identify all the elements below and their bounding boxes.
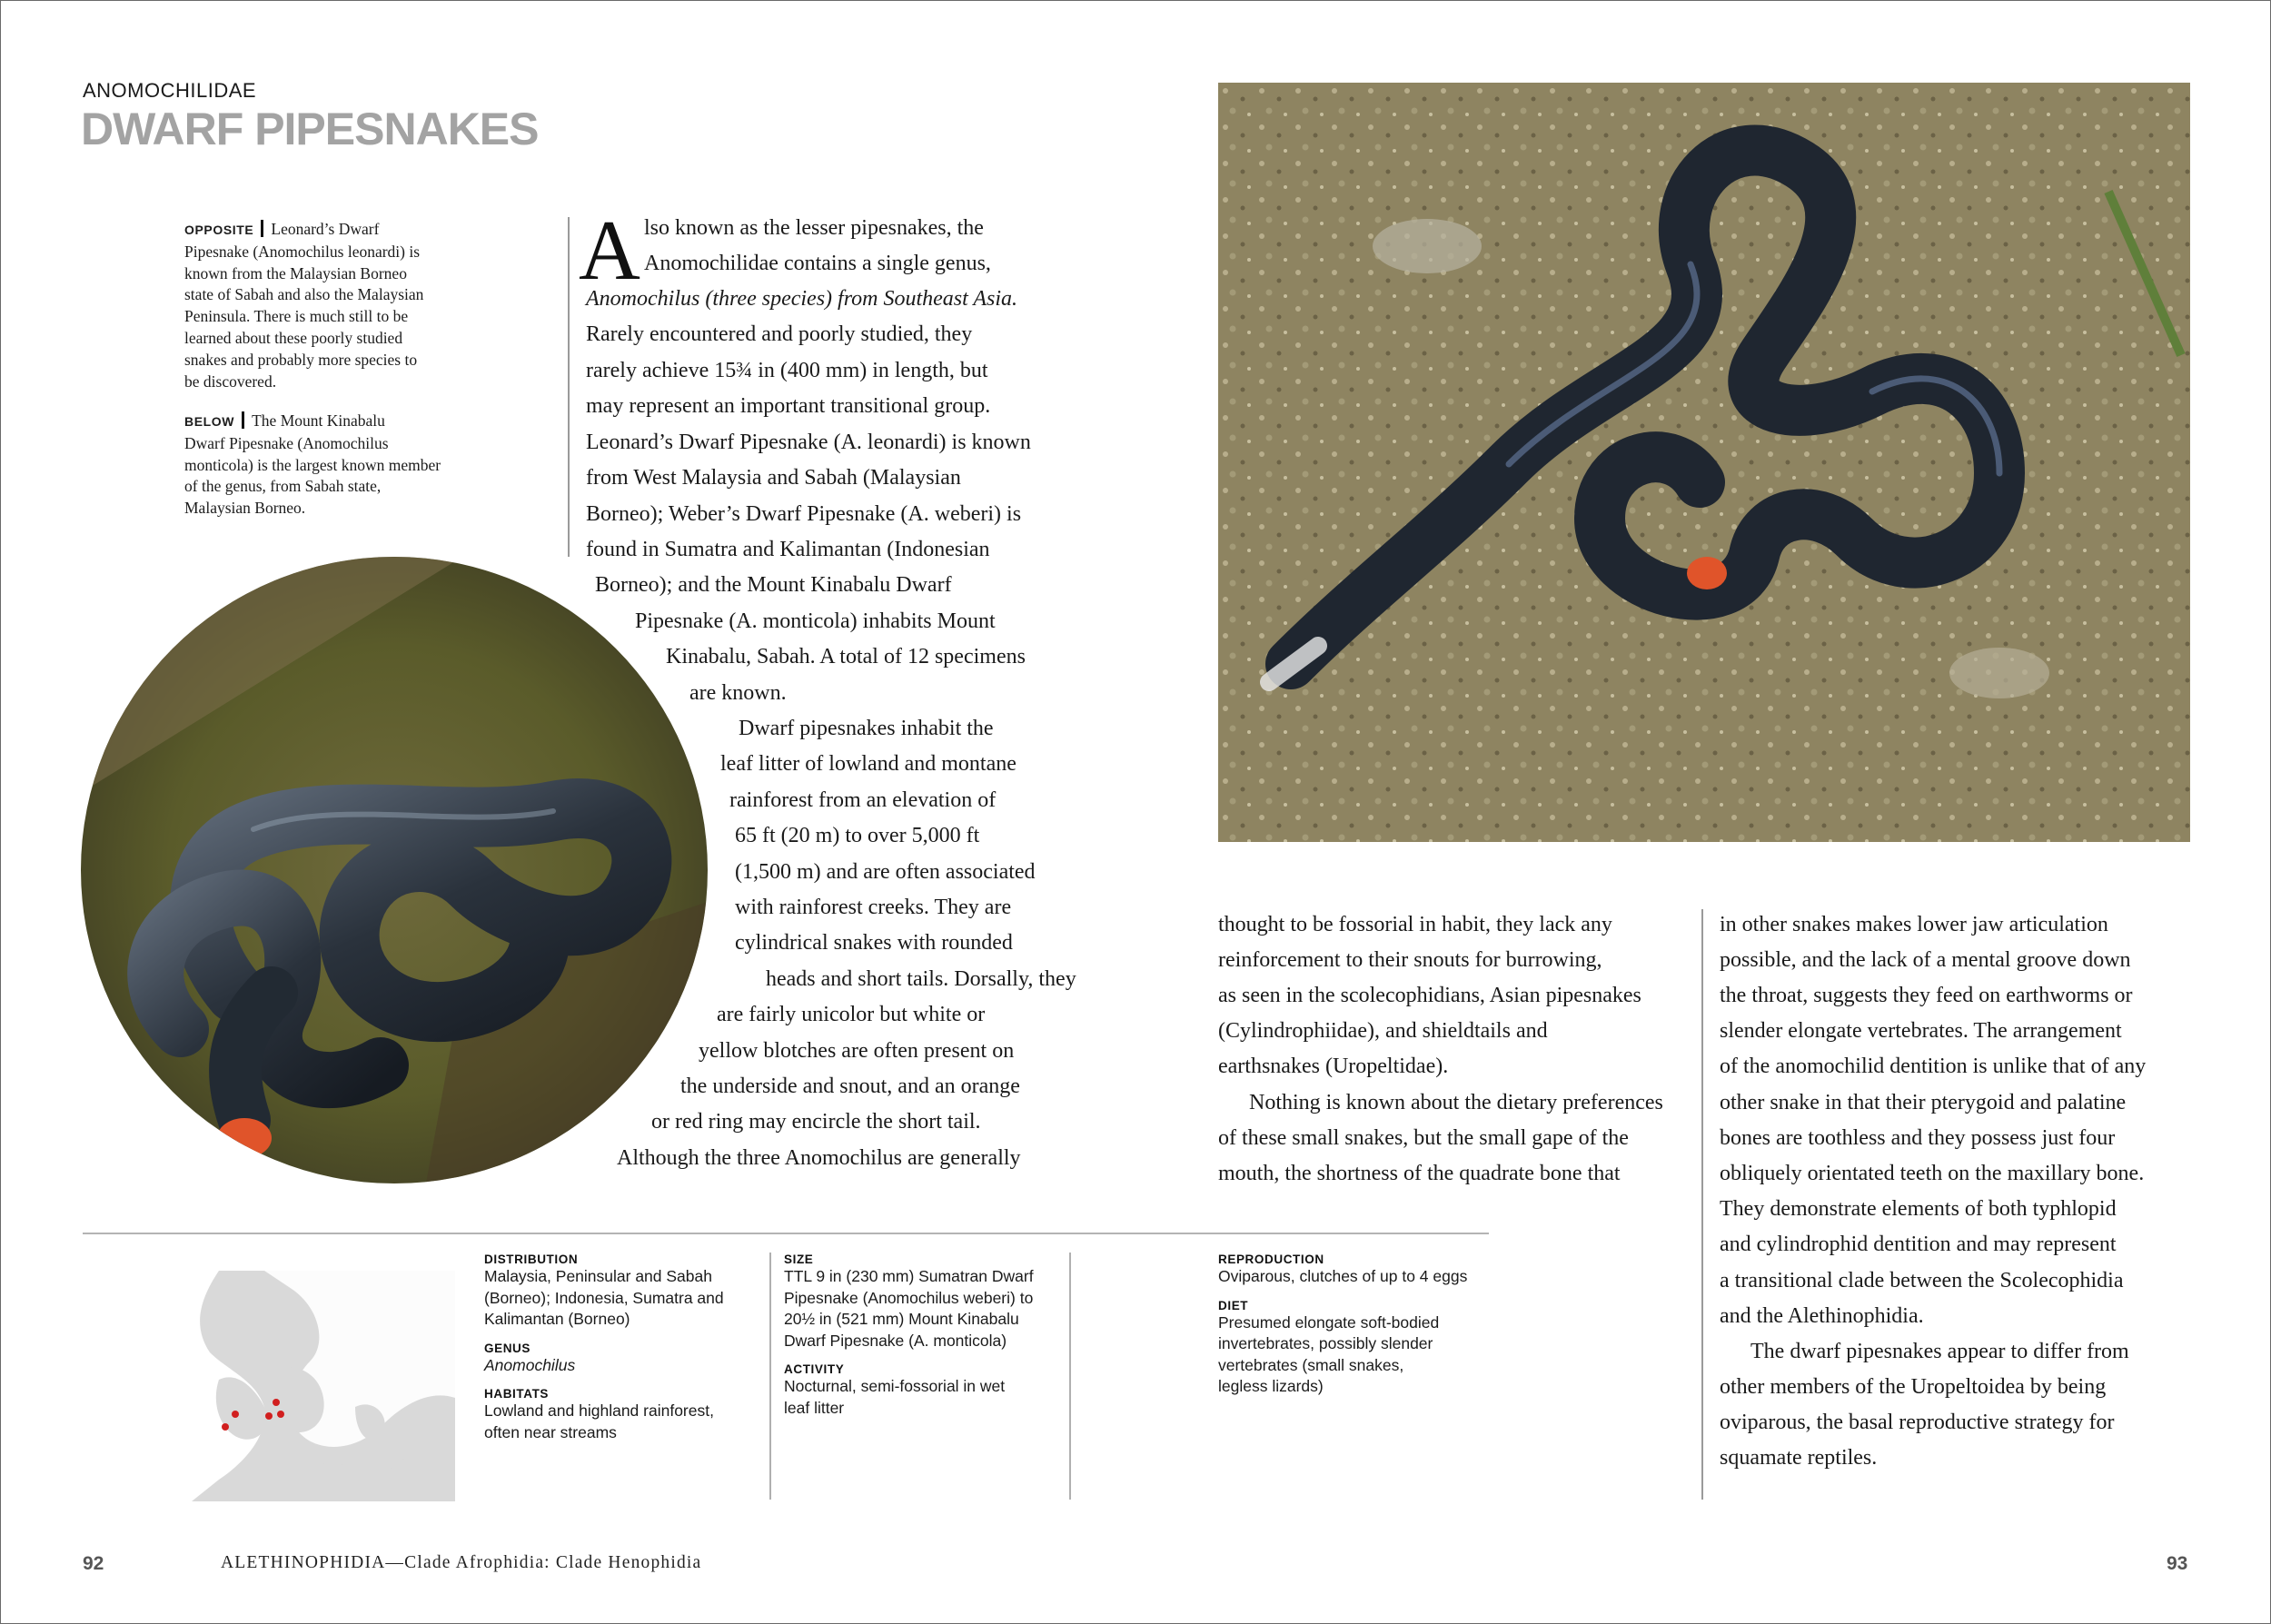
body-line: Although the three Anomochilus are generally <box>617 1146 1021 1170</box>
body-line: thought to be fossorial in habit, they lack any <box>1218 913 1612 936</box>
column-rule <box>568 217 570 557</box>
info-text: Malaysia, Peninsular and Sabah <box>484 1267 712 1285</box>
caption-line: learned about these poorly studied <box>184 328 403 347</box>
body-line: and the Alethinophidia. <box>1720 1304 1924 1328</box>
body-line: or red ring may encircle the short tail. <box>651 1110 981 1134</box>
body-line: (1,500 m) and are often associated <box>735 860 1036 884</box>
photo-leonards-pipesnake <box>1218 83 2190 842</box>
body-line: a transitional clade between the Scolecophidia <box>1720 1269 2124 1292</box>
info-divider <box>1069 1253 1071 1500</box>
body-line: rarely achieve 15¾ in (400 mm) in length, but <box>586 359 988 382</box>
map-dot <box>265 1412 273 1420</box>
body-line: leaf litter of lowland and montane <box>720 752 1016 776</box>
info-text: 20½ in (521 mm) Mount Kinabalu <box>784 1310 1019 1328</box>
body-line: rainforest from an elevation of <box>729 788 997 812</box>
body-line: from West Malaysia and Sabah (Malaysian <box>586 466 961 490</box>
body-line: reinforcement to their snouts for burrowing, <box>1218 948 1602 972</box>
body-line: yellow blotches are often present on <box>699 1039 1015 1063</box>
info-text: vertebrates (small snakes, <box>1218 1355 1404 1374</box>
caption-line: of the genus, from Sabah state, <box>184 477 382 496</box>
info-text: Nocturnal, semi-fossorial in wet <box>784 1377 1006 1395</box>
info-text: Pipesnake (Anomochilus weberi) to <box>784 1288 1034 1307</box>
distribution-map <box>83 1271 455 1501</box>
body-line: as seen in the scolecophidians, Asian pipesnakes <box>1218 984 1641 1007</box>
info-divider <box>769 1253 771 1500</box>
info-text: TTL 9 in (230 mm) Sumatran Dwarf <box>784 1267 1034 1285</box>
map-illustration <box>83 1271 455 1501</box>
body-line: (Cylindrophiidae), and shieldtails and <box>1218 1019 1548 1043</box>
running-head: ALETHINOPHIDIA—Clade Afrophidia: Clade Henophidia <box>221 1553 702 1572</box>
info-text: Anomochilus <box>484 1355 576 1374</box>
body-line: the throat, suggests they feed on earthworms or <box>1720 984 2133 1007</box>
caption-divider <box>261 220 263 237</box>
info-label: REPRODUCTION <box>1218 1253 1324 1266</box>
body-line: possible, and the lack of a mental groove down <box>1720 948 2131 972</box>
info-text: often near streams <box>484 1422 617 1441</box>
body-line: are known. <box>689 681 787 705</box>
body-line: the underside and snout, and an orange <box>680 1074 1020 1098</box>
caption-line: Malaysian Borneo. <box>184 499 306 518</box>
map-dot <box>232 1411 239 1418</box>
column-rule <box>1701 909 1703 1500</box>
body-line: lso known as the lesser pipesnakes, the <box>644 216 984 240</box>
body-line: Kinabalu, Sabah. A total of 12 specimens <box>666 645 1026 668</box>
info-distribution <box>484 1253 757 1443</box>
caption-opposite <box>184 219 471 392</box>
info-reproduction <box>1218 1253 1491 1398</box>
caption-label: OPPOSITE <box>184 223 254 237</box>
snake-illustration <box>81 557 708 1183</box>
body-line: Dwarf pipesnakes inhabit the <box>739 717 994 740</box>
body-line: may represent an important transitional group. <box>586 394 991 418</box>
map-dot <box>273 1399 280 1406</box>
page-title: DWARF PIPESNAKES <box>81 104 539 154</box>
body-line: other snake in that their pterygoid and palatine <box>1720 1091 2127 1114</box>
body-line: cylindrical snakes with rounded <box>735 931 1013 955</box>
body-line: in other snakes makes lower jaw articulation <box>1720 913 2108 936</box>
body-line: heads and short tails. Dorsally, they <box>766 967 1076 991</box>
caption-line: Pipesnake (Anomochilus leonardi) is <box>184 242 421 261</box>
body-line: with rainforest creeks. They are <box>735 896 1012 919</box>
body-line: oviparous, the basal reproductive strategy for <box>1720 1411 2115 1434</box>
info-text: (Borneo); Indonesia, Sumatra and <box>484 1288 724 1307</box>
body-line: earthsnakes (Uropeltidae). <box>1218 1055 1449 1078</box>
info-text: Dwarf Pipesnake (A. monticola) <box>784 1331 1007 1350</box>
caption-line: Peninsula. There is much still to be <box>184 307 409 326</box>
map-dot <box>277 1411 284 1418</box>
caption-line: Leonard’s Dwarf <box>271 220 380 238</box>
info-panel-rule <box>83 1233 1489 1234</box>
body-line: mouth, the shortness of the quadrate bone that <box>1218 1162 1621 1185</box>
info-label: HABITATS <box>484 1387 550 1401</box>
info-text: Presumed elongate soft-bodied <box>1218 1312 1440 1332</box>
drop-cap: A <box>579 203 640 298</box>
body-line: Borneo); and the Mount Kinabalu Dwarf <box>595 573 952 597</box>
info-text: Kalimantan (Borneo) <box>484 1310 630 1328</box>
body-line: They demonstrate elements of both typhlopid <box>1720 1197 2117 1221</box>
family-name: ANOMOCHILIDAE <box>83 79 257 102</box>
page-number-left: 92 <box>83 1553 104 1574</box>
body-line: squamate reptiles. <box>1720 1446 1878 1470</box>
body-line: and cylindrophid dentition and may represent <box>1720 1233 2117 1256</box>
body-line: Borneo); Weber’s Dwarf Pipesnake (A. weberi) is <box>586 502 1022 526</box>
info-label: GENUS <box>484 1341 531 1355</box>
caption-line: be discovered. <box>184 371 277 391</box>
info-label: SIZE <box>784 1253 814 1266</box>
info-label: DIET <box>1218 1298 1249 1312</box>
caption-line: state of Sabah and also the Malaysian <box>184 285 424 304</box>
caption-divider <box>242 411 244 429</box>
info-label: DISTRIBUTION <box>484 1253 579 1266</box>
info-text: leaf litter <box>784 1398 845 1417</box>
body-line: Anomochilus (three species) from Southeast Asia. <box>586 287 1018 311</box>
body-line: Pipesnake (A. monticola) inhabits Mount <box>635 609 996 633</box>
caption-line: The Mount Kinabalu <box>252 411 385 430</box>
info-size <box>784 1253 1056 1419</box>
caption-line: Dwarf Pipesnake (Anomochilus <box>184 433 389 452</box>
snake-illustration <box>1218 83 2190 842</box>
body-line: Anomochilidae contains a single genus, <box>644 252 991 275</box>
body-line: Nothing is known about the dietary preferences <box>1249 1091 1663 1114</box>
photo-mount-kinabalu-pipesnake <box>81 557 708 1183</box>
body-line: slender elongate vertebrates. The arrangement <box>1720 1019 2122 1043</box>
map-dot <box>222 1423 229 1431</box>
body-line: 65 ft (20 m) to over 5,000 ft <box>735 824 980 847</box>
body-line: obliquely orientated teeth on the maxillary bone. <box>1720 1162 2145 1185</box>
body-line: Rarely encountered and poorly studied, they <box>586 322 973 346</box>
info-text: invertebrates, possibly slender <box>1218 1334 1433 1352</box>
page-number-right: 93 <box>2167 1553 2188 1574</box>
body-line: are fairly unicolor but white or <box>717 1003 986 1026</box>
body-line: Leonard’s Dwarf Pipesnake (A. leonardi) is known <box>586 431 1031 454</box>
info-label: ACTIVITY <box>784 1362 845 1376</box>
caption-line: monticola) is the largest known member <box>184 455 441 474</box>
body-line: other members of the Uropeltoidea by being <box>1720 1375 2107 1399</box>
body-line: of these small snakes, but the small gape of the <box>1218 1126 1629 1150</box>
caption-line: snakes and probably more species to <box>184 350 418 369</box>
info-text: Lowland and highland rainforest, <box>484 1401 714 1420</box>
caption-below <box>184 411 471 520</box>
info-text: Oviparous, clutches of up to 4 eggs <box>1218 1267 1468 1285</box>
info-text: legless lizards) <box>1218 1377 1324 1395</box>
body-line: bones are toothless and they possess just four <box>1720 1126 2116 1150</box>
body-line: of the anomochilid dentition is unlike that of any <box>1720 1055 2147 1078</box>
caption-line: known from the Malaysian Borneo <box>184 263 407 282</box>
body-line: found in Sumatra and Kalimantan (Indonesian <box>586 538 990 561</box>
caption-label: BELOW <box>184 414 235 429</box>
body-line: The dwarf pipesnakes appear to differ from <box>1750 1340 2129 1363</box>
